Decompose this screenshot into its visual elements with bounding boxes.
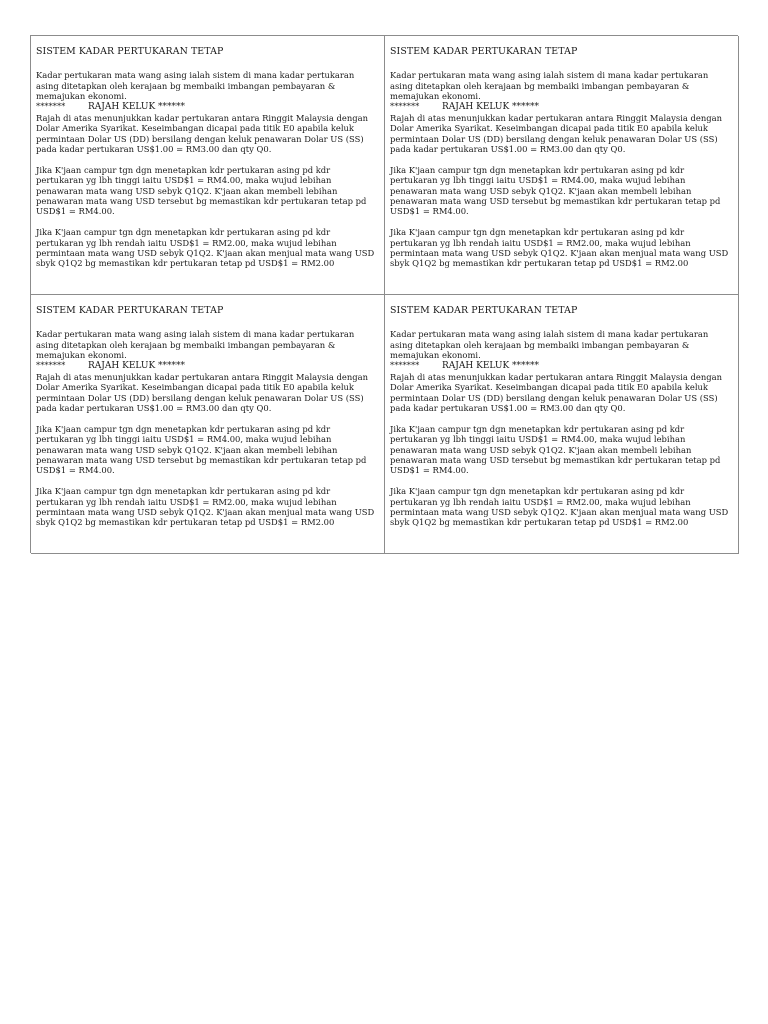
rajah-description: Rajah di atas menunjukkan kadar pertukaran antara Ringgit Malaysia dengan Dolar Amerika Syarikat. Keseimbangan dicapai pada titik E0 apabila keluk permintaan Dolar US (DD) bersilang dengan keluk penawaran Dolar US (SS) pada kadar pertukaran US$1.00 = RM3.00 dan qty Q0.: [36, 113, 368, 154]
low-rate-paragraph: Jika K'jaan campur tgn dgn menetapkan kdr pertukaran asing pd kdr pertukaran yg lbh rendah iaitu USD$1 = RM2.00, maka wujud lebihan permintaan mata wang USD sebyk Q1Q2. K'jaan akan menjual mata wang USD sbyk Q1Q2 bg memastikan kdr pertukaran tetap pd USD$1 = RM2.00: [36, 227, 375, 269]
rajah-heading: [390, 360, 733, 372]
intro-paragraph: Kadar pertukaran mata wang asing ialah sistem di mana kadar pertukaran asing ditetapkan oleh kerajaan bg membaiki imbangan pembayaran & memajukan ekonomi.: [390, 329, 709, 360]
note-cell-bottom-right: [385, 295, 739, 554]
cell-title: SISTEM KADAR PERTUKARAN TETAP: [36, 46, 224, 57]
notes-table: [30, 35, 738, 553]
stars-marker: *******: [36, 101, 66, 112]
rajah-label: RAJAH KELUK ******: [442, 361, 540, 372]
note-cell-bottom-left: [31, 295, 385, 554]
rajah-heading: [36, 360, 379, 372]
intro-paragraph: Kadar pertukaran mata wang asing ialah sistem di mana kadar pertukaran asing ditetapkan oleh kerajaan bg membaiki imbangan pembayaran & memajukan ekonomi.: [36, 329, 355, 360]
note-cell-top-right: [385, 36, 739, 295]
rajah-label: RAJAH KELUK ******: [88, 102, 186, 113]
intro-paragraph: Kadar pertukaran mata wang asing ialah sistem di mana kadar pertukaran asing ditetapkan oleh kerajaan bg membaiki imbangan pembayaran & memajukan ekonomi.: [390, 70, 709, 101]
high-rate-paragraph: Jika K'jaan campur tgn dgn menetapkan kdr pertukaran asing pd kdr pertukaran yg lbh tinggi iaitu USD$1 = RM4.00, maka wujud lebihan penawaran mata wang USD sebyk Q1Q2. K'jaan akan membeli lebihan penawaran mata wang USD tersebut bg memastikan kdr pertukaran tetap pd USD$1 = RM4.00.: [390, 165, 721, 217]
cell-title: SISTEM KADAR PERTUKARAN TETAP: [36, 305, 224, 316]
low-rate-paragraph: Jika K'jaan campur tgn dgn menetapkan kdr pertukaran asing pd kdr pertukaran yg lbh rendah iaitu USD$1 = RM2.00, maka wujud lebihan permintaan mata wang USD sebyk Q1Q2. K'jaan akan menjual mata wang USD sbyk Q1Q2 bg memastikan kdr pertukaran tetap pd USD$1 = RM2.00: [390, 486, 729, 528]
rajah-heading: [36, 101, 379, 113]
low-rate-paragraph: Jika K'jaan campur tgn dgn menetapkan kdr pertukaran asing pd kdr pertukaran yg lbh rendah iaitu USD$1 = RM2.00, maka wujud lebihan permintaan mata wang USD sebyk Q1Q2. K'jaan akan menjual mata wang USD sbyk Q1Q2 bg memastikan kdr pertukaran tetap pd USD$1 = RM2.00: [36, 486, 375, 528]
intro-paragraph: Kadar pertukaran mata wang asing ialah sistem di mana kadar pertukaran asing ditetapkan oleh kerajaan bg membaiki imbangan pembayaran & memajukan ekonomi.: [36, 70, 355, 101]
high-rate-paragraph: Jika K'jaan campur tgn dgn menetapkan kdr pertukaran asing pd kdr pertukaran yg lbh tinggi iaitu USD$1 = RM4.00, maka wujud lebihan penawaran mata wang USD sebyk Q1Q2. K'jaan akan membeli lebihan penawaran mata wang USD tersebut bg memastikan kdr pertukaran tetap pd USD$1 = RM4.00.: [36, 424, 367, 476]
rajah-label: RAJAH KELUK ******: [442, 102, 540, 113]
note-cell-top-left: [31, 36, 385, 295]
high-rate-paragraph: Jika K'jaan campur tgn dgn menetapkan kdr pertukaran asing pd kdr pertukaran yg lbh tinggi iaitu USD$1 = RM4.00, maka wujud lebihan penawaran mata wang USD sebyk Q1Q2. K'jaan akan membeli lebihan penawaran mata wang USD tersebut bg memastikan kdr pertukaran tetap pd USD$1 = RM4.00.: [36, 165, 367, 217]
stars-marker: *******: [36, 360, 66, 371]
high-rate-paragraph: Jika K'jaan campur tgn dgn menetapkan kdr pertukaran asing pd kdr pertukaran yg lbh tinggi iaitu USD$1 = RM4.00, maka wujud lebihan penawaran mata wang USD sebyk Q1Q2. K'jaan akan membeli lebihan penawaran mata wang USD tersebut bg memastikan kdr pertukaran tetap pd USD$1 = RM4.00.: [390, 424, 721, 476]
cell-title: SISTEM KADAR PERTUKARAN TETAP: [390, 305, 578, 316]
cell-title: SISTEM KADAR PERTUKARAN TETAP: [390, 46, 578, 57]
rajah-heading: [390, 101, 733, 113]
stars-marker: *******: [390, 101, 420, 112]
rajah-description: Rajah di atas menunjukkan kadar pertukaran antara Ringgit Malaysia dengan Dolar Amerika Syarikat. Keseimbangan dicapai pada titik E0 apabila keluk permintaan Dolar US (DD) bersilang dengan keluk penawaran Dolar US (SS) pada kadar pertukaran US$1.00 = RM3.00 dan qty Q0.: [390, 113, 722, 154]
rajah-description: Rajah di atas menunjukkan kadar pertukaran antara Ringgit Malaysia dengan Dolar Amerika Syarikat. Keseimbangan dicapai pada titik E0 apabila keluk permintaan Dolar US (DD) bersilang dengan keluk penawaran Dolar US (SS) pada kadar pertukaran US$1.00 = RM3.00 dan qty Q0.: [36, 372, 368, 413]
stars-marker: *******: [390, 360, 420, 371]
rajah-label: RAJAH KELUK ******: [88, 361, 186, 372]
low-rate-paragraph: Jika K'jaan campur tgn dgn menetapkan kdr pertukaran asing pd kdr pertukaran yg lbh rendah iaitu USD$1 = RM2.00, maka wujud lebihan permintaan mata wang USD sebyk Q1Q2. K'jaan akan menjual mata wang USD sbyk Q1Q2 bg memastikan kdr pertukaran tetap pd USD$1 = RM2.00: [390, 227, 729, 269]
rajah-description: Rajah di atas menunjukkan kadar pertukaran antara Ringgit Malaysia dengan Dolar Amerika Syarikat. Keseimbangan dicapai pada titik E0 apabila keluk permintaan Dolar US (DD) bersilang dengan keluk penawaran Dolar US (SS) pada kadar pertukaran US$1.00 = RM3.00 dan qty Q0.: [390, 372, 722, 413]
